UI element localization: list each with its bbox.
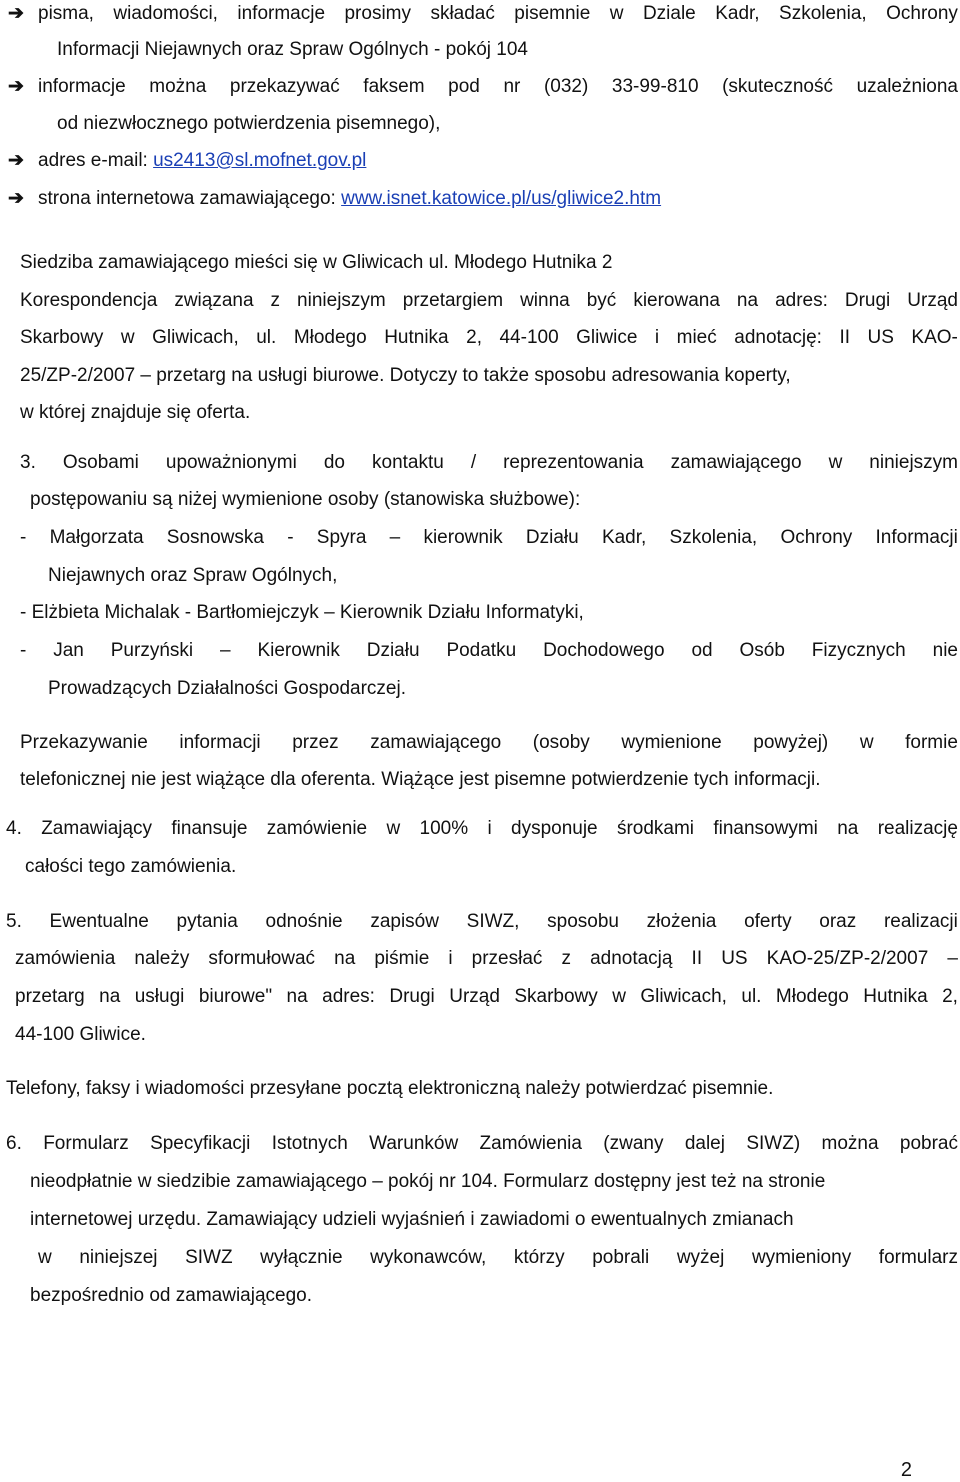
line-text: 44-100 Gliwice. [15, 1024, 146, 1045]
text-line-3 [8, 75, 958, 99]
line-text: Przekazywanie informacji przez zamawiającego (osoby wymienione powyżej) w formie [20, 732, 958, 753]
line-text: Telefony, faksy i wiadomości przesyłane pocztą elektroniczną należy potwierdzać pisemnie. [6, 1078, 774, 1099]
line-text: nieodpłatnie w siedzibie zamawiającego – pokój nr 104. Formularz dostępny jest też na stronie [30, 1171, 826, 1192]
line-text: informacje można przekazywać faksem pod nr (032) 33-99-810 (skuteczność uzależniona [38, 76, 958, 97]
text-line-2 [57, 38, 528, 62]
line-text: 6. Formularz Specyfikacji Istotnych Warunków Zamówienia (zwany dalej SIWZ) można pobrać [6, 1133, 958, 1154]
text-line-24 [15, 947, 958, 971]
text-line-14 [20, 526, 958, 550]
line-text: przetarg na usługi biurowe" na adres: Drugi Urząd Skarbowy w Gliwicach, ul. Młodego Hutnika 2, [15, 986, 958, 1007]
line-text: 3. Osobami upoważnionymi do kontaktu / reprezentowania zamawiającego w niniejszym [20, 452, 958, 473]
line-text: - Małgorzata Sosnowska - Spyra – kierownik Działu Kadr, Szkolenia, Ochrony Informacji [20, 527, 958, 548]
line-text: w niniejszej SIWZ wyłącznie wykonawców, którzy pobrali wyżej wymieniony formularz [38, 1247, 958, 1268]
text-line-32 [30, 1284, 312, 1308]
line-text: w której znajduje się oferta. [20, 402, 251, 423]
text-line-19 [20, 731, 958, 755]
text-line-8 [20, 289, 958, 313]
line-text: 5. Ewentualne pytania odnośnie zapisów SIWZ, sposobu złożenia oferty oraz realizacji [6, 911, 958, 932]
line-text: zamówienia należy sformułować na piśmie i przesłać z adnotacją II US KAO-25/ZP-2/2007 – [15, 948, 958, 969]
line-text: - Elżbieta Michalak - Bartłomiejczyk – Kierownik Działu Informatyki, [20, 602, 584, 623]
line-text: 25/ZP-2/2007 – przetarg na usługi biurowe. Dotyczy to także sposobu adresowania koperty, [20, 365, 791, 386]
text-line-18 [48, 677, 406, 701]
line-text: postępowaniu są niżej wymienione osoby (stanowiska służbowe): [30, 489, 581, 510]
text-line-5 [8, 149, 366, 173]
line-text: - Jan Purzyński – Kierownik Działu Podatku Dochodowego od Osób Fizycznych nie [20, 640, 958, 661]
text-line-9 [20, 326, 958, 350]
hyperlink[interactable]: us2413@sl.mofnet.gov.pl [153, 150, 367, 171]
text-line-21 [6, 817, 958, 841]
line-text: Informacji Niejawnych oraz Spraw Ogólnych - pokój 104 [57, 39, 528, 60]
text-line-25 [15, 985, 958, 1009]
arrow-bullet-icon: ➔ [8, 188, 24, 209]
text-line-10 [20, 364, 791, 388]
text-line-12 [20, 451, 958, 475]
text-line-28 [6, 1132, 958, 1156]
text-line-16 [20, 601, 584, 625]
arrow-bullet-icon: ➔ [8, 76, 24, 97]
line-text: Siedziba zamawiającego mieści się w Gliwicach ul. Młodego Hutnika 2 [20, 252, 613, 273]
line-text: od niezwłocznego potwierdzenia pisemnego), [57, 113, 441, 134]
line-text: całości tego zamówienia. [25, 856, 237, 877]
text-line-6 [8, 187, 661, 211]
text-line-15 [48, 564, 337, 588]
text-line-22 [25, 855, 236, 879]
line-text: internetowej urzędu. Zamawiający udzieli wyjaśnień i zawiadomi o ewentualnych zmianach [30, 1209, 794, 1230]
line-text: pisma, wiadomości, informacje prosimy składać pisemnie w Dziale Kadr, Szkolenia, Ochrony [38, 3, 958, 24]
page-number: 2 [900, 1459, 912, 1481]
text-line-31 [38, 1246, 958, 1270]
text-line-27 [6, 1077, 773, 1101]
text-line-1 [8, 2, 958, 26]
line-text: strona internetowa zamawiającego: [38, 188, 342, 209]
line-text: Niejawnych oraz Spraw Ogólnych, [48, 565, 338, 586]
text-line-23 [6, 910, 958, 934]
text-line-13 [30, 488, 580, 512]
line-text: telefonicznej nie jest wiążące dla oferenta. Wiążące jest pisemne potwierdzenie tych informacji. [20, 769, 821, 790]
arrow-bullet-icon: ➔ [8, 3, 24, 24]
line-text: bezpośrednio od zamawiającego. [30, 1285, 313, 1306]
text-line-30 [30, 1208, 794, 1232]
text-line-7 [20, 251, 612, 275]
text-line-11 [20, 401, 250, 425]
line-text: Prowadzących Działalności Gospodarczej. [48, 678, 406, 699]
line-text: 4. Zamawiający finansuje zamówienie w 100% i dysponuje środkami finansowymi na realizację [6, 818, 958, 839]
hyperlink[interactable]: www.isnet.katowice.pl/us/gliwice2.htm [341, 188, 662, 209]
text-line-17 [20, 639, 958, 663]
line-text: Korespondencja związana z niniejszym przetargiem winna być kierowana na adres: Drugi Urząd [20, 290, 958, 311]
text-line-4 [57, 112, 440, 136]
text-line-26 [15, 1023, 146, 1047]
arrow-bullet-icon: ➔ [8, 150, 24, 171]
line-text: adres e-mail: [38, 150, 154, 171]
line-text: Skarbowy w Gliwicach, ul. Młodego Hutnika 2, 44-100 Gliwice i mieć adnotację: II US KAO- [20, 327, 958, 348]
text-line-29 [30, 1170, 825, 1194]
text-line-20 [20, 768, 821, 792]
